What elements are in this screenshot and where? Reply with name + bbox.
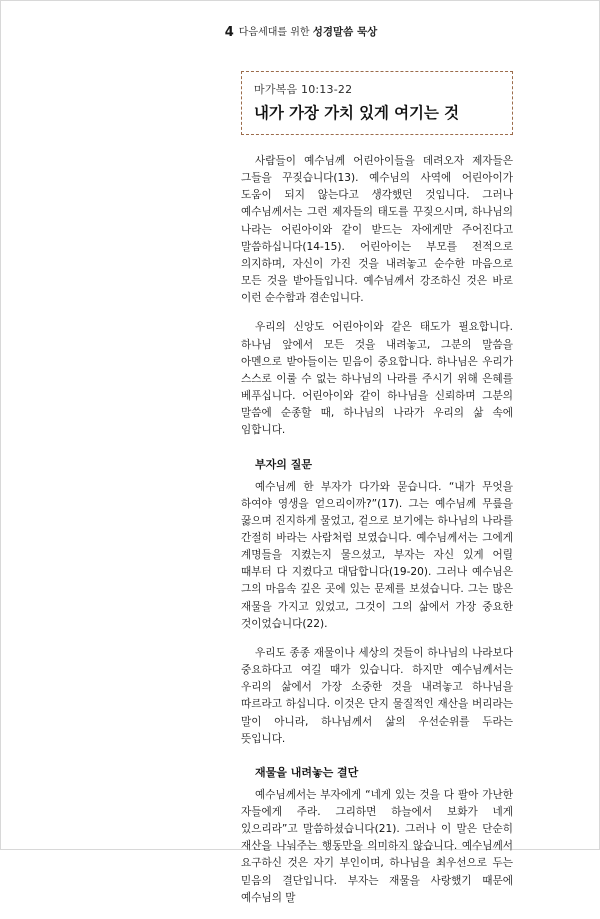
paragraph-2: 우리의 신앙도 어린아이와 같은 태도가 필요합니다. 하나님 앞에서 모든 것을 내려놓고, 그분의 말씀을 아멘으로 받아들이는 믿음이 중요합니다. 하나님은 우리가 스스로 이룰 수 없는 하나님의 나라를 주시기 위해 은혜를 베푸십니다. 어린아이와 같이 하나님을 신뢰하며 그분의 말씀에 순종할 때, 하나님의 나라가 우리의 삶 속에 임합니다. — [241, 321, 513, 437]
paragraph-1: 사람들이 예수님께 어린아이들을 데려오자 제자들은 그들을 꾸짖습니다(13). 예수님의 사역에 어린아이가 도움이 되지 않는다고 생각했던 것입니다. 그러나 예수님께서는 그런 제자들의 태도를 꾸짖으시며, 하나님의 나라는 어린아이와 같이 받드는 자에게만 주어진다고 말씀하십니다(14-15). 어린아이는 부모를 전적으로 의지하며, 자신이 가진 것을 내려놓고 순수한 마음으로 모든 것을 받아들입니다. 예수님께서 강조하신 것은 바로 이런 순수함과 겸손입니다. — [241, 155, 513, 305]
paragraph-4: 우리도 종종 재물이나 세상의 것들이 하나님의 나라보다 중요하다고 여길 때가 있습니다. 하지만 예수님께서는 우리의 삶에서 가장 소중한 것을 내려놓고 하나님을 따르라고 하십니다. 이것은 단지 물질적인 재산을 버리라는 말이 아니라, 하나님께서 삶의 우선순위를 두라는 뜻입니다. — [241, 646, 513, 745]
content-column — [241, 71, 513, 919]
running-header — [1, 23, 600, 40]
scripture-reference: 마가복음 10:13-22 — [254, 83, 353, 96]
page-number: 4 — [224, 25, 234, 40]
subheading-1: 부자의 질문 — [255, 457, 312, 471]
header-title-bold: 성경말씀 묵상 — [312, 26, 378, 38]
paragraph-5: 예수님께서는 부자에게 “네게 있는 것을 다 팔아 가난한 자들에게 주라. 그리하면 하늘에서 보화가 네게 있으리라”고 말씀하셨습니다(21). 그러나 이 말은 단순히 재산을 나눠주는 행동만을 의미하지 않습니다. 예수님께서 요구하신 것은 자기 부인이며, 하나님을 최우선으로 두는 믿음의 결단입니다. 부자는 재물을 사랑했기 때문에 예수님의 말 — [241, 788, 513, 904]
title-box — [241, 71, 513, 135]
page-title: 내가 가장 가치 있게 여기는 것 — [254, 104, 459, 122]
paragraph-3: 예수님께 한 부자가 다가와 묻습니다. “내가 무엇을 하여야 영생을 얻으리이까?”(17). 그는 예수님께 무릎을 꿇으며 진지하게 물었고, 겉으로 보기에는 하나님의 나라를 간절히 바라는 사람처럼 보였습니다. 예수님께서는 그에게 계명들을 지켰는지 물으셨고, 부자는 자신 있게 어릴 때부터 다 지켰다고 대답합니다(19-20). 그러나 예수님은 그의 마음속 깊은 곳에 있는 문제를 보셨습니다. 그는 많은 재물을 가지고 있었고, 그것이 그의 삶에서 가장 중요한 것이었습니다(22). — [241, 480, 513, 630]
subheading-2: 재물을 내려놓는 결단 — [255, 765, 359, 779]
header-title-plain: 다음세대를 위한 — [238, 27, 313, 38]
